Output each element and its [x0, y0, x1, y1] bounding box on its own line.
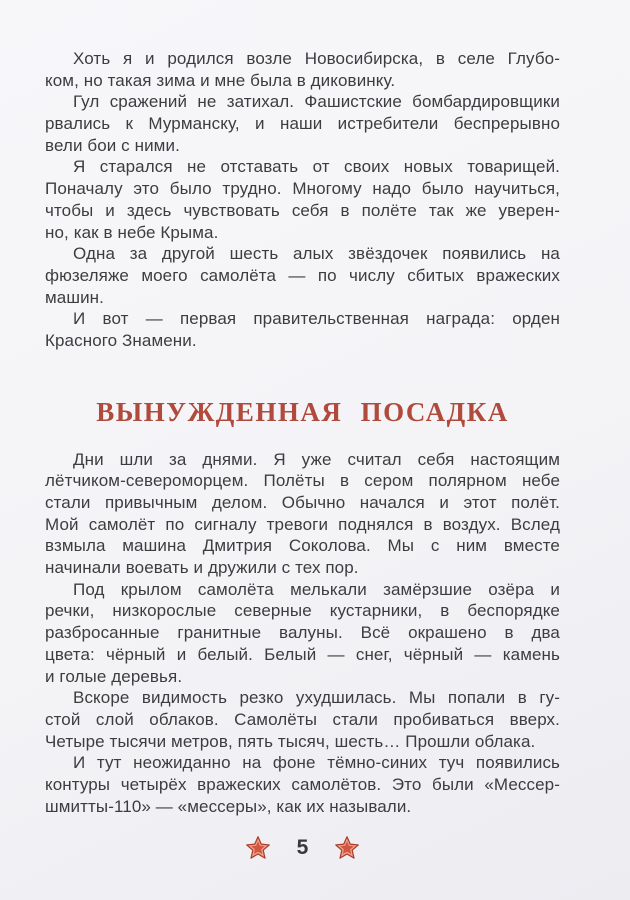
text-line: стой слой облаков. Самолёты стали пробиваться вверх.	[45, 709, 560, 729]
text-line: Под крылом самолёта мелькали замёрзшие озёра и	[73, 579, 560, 599]
text-line: и голые деревья.	[45, 666, 183, 686]
text-line: начинали воевать и дружили с тех пор.	[45, 558, 359, 578]
paragraph	[45, 308, 560, 351]
text-line: вели бои с ними.	[45, 135, 180, 155]
text-line: взмыла машина Дмитрия Соколова. Мы с ним вместе	[45, 536, 560, 556]
chapter-heading: ВЫНУЖДЕННАЯ ПОСАДКА	[96, 396, 509, 427]
text-line: Вскоре видимость резко ухудшилась. Мы попали в гу-	[73, 688, 560, 708]
paragraph	[45, 48, 560, 91]
paragraph	[45, 243, 560, 308]
paragraph	[45, 579, 560, 687]
paragraph	[45, 91, 560, 156]
text-line: Дни шли за днями. Я уже считал себя настоящим	[73, 449, 560, 469]
page-number: 5	[296, 836, 309, 859]
paragraph	[45, 687, 560, 752]
text-line: чтобы и здесь чувствовать себя в полёте так же уверен-	[45, 200, 560, 220]
text-line: Четыре тысячи метров, пять тысяч, шесть… Прошли облака.	[45, 731, 536, 751]
text-line: контуры четырёх вражеских самолётов. Это были «Мессер-	[45, 774, 560, 794]
text-line: рвались к Мурманску, и наши истребители беспрерывно	[45, 114, 560, 134]
star-icon	[245, 835, 271, 861]
text-line: И вот — первая правительственная награда: орден	[73, 309, 560, 329]
text-line: машин.	[45, 287, 104, 307]
text-line: разбросанные гранитные валуны. Всё окрашено в два	[45, 623, 560, 643]
text-line: Одна за другой шесть алых звёздочек появились на	[73, 244, 560, 264]
text-column	[45, 48, 560, 817]
text-line: лётчиком-североморцем. Полёты в сером полярном небе	[45, 471, 560, 491]
text-line: Мой самолёт по сигналу тревоги поднялся в воздух. Вслед	[45, 514, 560, 534]
text-line: фюзеляже моего самолёта — по числу сбитых вражеских	[45, 265, 560, 285]
page-footer	[45, 835, 560, 861]
text-line: но, как в небе Крыма.	[45, 222, 219, 242]
text-line: речки, низкорослые северные кустарники, в беспорядке	[45, 601, 560, 621]
paragraph	[45, 156, 560, 243]
text-line: цвета: чёрный и белый. Белый — снег, чёрный — камень	[45, 644, 560, 664]
text-line: стали привычным делом. Обычно начался и этот полёт.	[45, 493, 560, 512]
paragraph	[45, 752, 560, 817]
star-icon	[334, 835, 360, 861]
text-line: И тут неожиданно на фоне тёмно-синих туч появились	[73, 753, 560, 773]
text-line: ком, но такая зима и мне была в диковинку.	[45, 70, 396, 90]
text-line: Я старался не отставать от своих новых товарищей.	[73, 157, 560, 177]
text-line: Поначалу это было трудно. Многому надо было научиться,	[45, 179, 560, 199]
text-line: шмитты-110» — «мессеры», как их называли.	[45, 796, 412, 816]
text-line: Красного Знамени.	[45, 330, 197, 350]
text-line: Хоть я и родился возле Новосибирска, в селе Глубо-	[73, 49, 560, 68]
paragraph	[45, 449, 560, 579]
text-line: Гул сражений не затихал. Фашистские бомбардировщики	[73, 92, 560, 112]
